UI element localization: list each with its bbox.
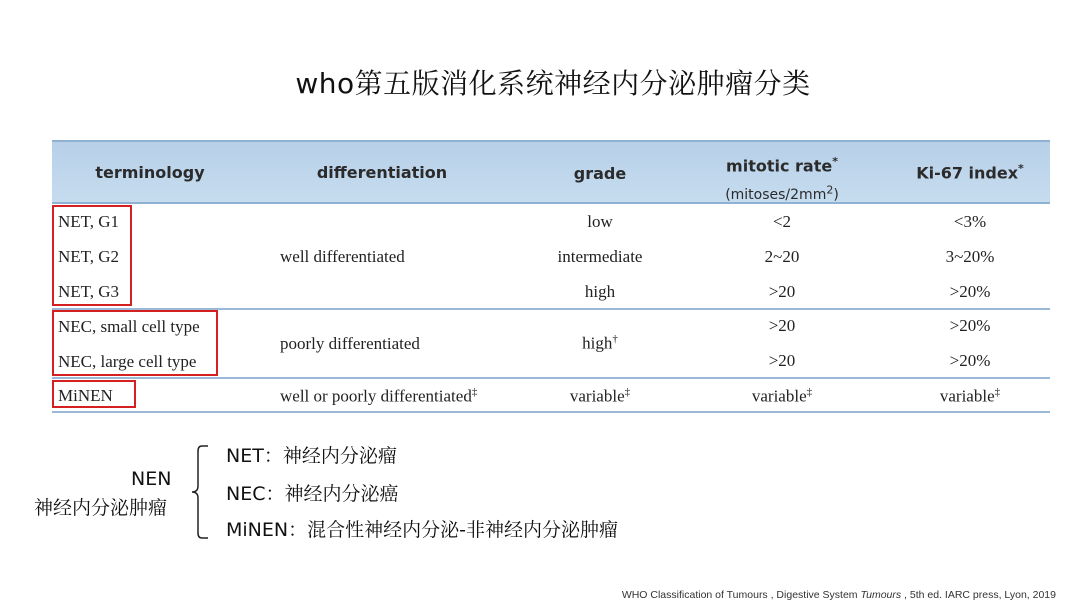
row-nec-small-term: NEC, small cell type [58, 317, 200, 336]
table-bottom-border [52, 411, 1050, 413]
nec-terms-highlight [52, 310, 218, 376]
row-net-g1-ki67: <3% [953, 212, 987, 231]
row-net-g3-grade: high [584, 282, 616, 301]
row-minen-differentiation-mark: ‡ [471, 386, 478, 398]
nec-minen-separator [52, 377, 1050, 379]
row-net-g3-term: NET, G3 [58, 282, 120, 301]
row-minen-grade-label: variable [569, 386, 625, 406]
header-mitotic-line1: mitotic rate [726, 156, 833, 176]
header-ki67-star: * [1018, 162, 1024, 175]
legend-item-minen: MiNEN：混合性神经内分泌-非神经内分泌肿瘤 [226, 519, 618, 541]
row-minen-differentiation-label: well or poorly differentiated [280, 386, 472, 406]
nen-label: NEN [131, 468, 172, 490]
row-net-g3-ki67: >20% [949, 282, 991, 301]
header-mitotic-unit [725, 183, 839, 203]
table-header [52, 140, 1050, 204]
row-minen-mitotic-label: variable [751, 386, 807, 406]
nec-differentiation: poorly differentiated [280, 334, 420, 353]
row-net-g2-ki67: 3~20% [945, 247, 995, 266]
header-mitotic-unit-sup: 2 [826, 183, 834, 197]
row-nec-small-mitotic: >20 [768, 316, 796, 335]
row-net-g1-grade: low [587, 212, 613, 231]
legend-item-nec: NEC：神经内分泌癌 [226, 483, 399, 505]
row-nec-small-ki67: >20% [949, 316, 991, 335]
header-mitotic-rate [692, 150, 872, 207]
row-net-g2-mitotic: 2~20 [764, 247, 800, 266]
header-terminology: terminology [95, 163, 205, 182]
row-net-g2-term: NET, G2 [58, 247, 120, 266]
header-mitotic-star: * [832, 155, 838, 168]
nen-chinese-label: 神经内分泌肿瘤 [34, 497, 168, 519]
row-nec-large-ki67: >20% [949, 351, 991, 370]
net-terms-highlight [52, 205, 132, 306]
row-net-g3-mitotic: >20 [768, 282, 796, 301]
row-minen-differentiation [280, 386, 477, 407]
header-grade: grade [573, 164, 627, 183]
row-minen-grade-mark: ‡ [624, 386, 631, 398]
row-net-g2-grade: intermediate [557, 247, 643, 266]
row-minen-term: MiNEN [58, 386, 113, 405]
row-minen-ki67-mark: ‡ [994, 386, 1001, 398]
reference-citation [622, 589, 1056, 601]
row-minen-grade [540, 386, 660, 407]
header-mitotic-unit-b: ) [833, 186, 839, 203]
nec-grade-label: high [582, 333, 613, 353]
row-nec-large-term: NEC, large cell type [58, 352, 197, 371]
header-ki67-label: Ki-67 index [916, 163, 1019, 183]
header-ki67 [890, 162, 1050, 182]
net-differentiation: well differentiated [280, 247, 405, 266]
row-minen-mitotic [692, 386, 872, 407]
nec-grade-dagger: † [612, 333, 618, 345]
header-mitotic-unit-a: (mitoses/2mm [725, 186, 827, 203]
row-minen-ki67-label: variable [939, 386, 995, 406]
row-net-g1-term: NET, G1 [58, 212, 120, 231]
reference-part2: , 5th ed. IARC press, Lyon, 2019 [901, 589, 1056, 601]
legend-brace [180, 442, 210, 542]
row-nec-large-mitotic: >20 [768, 351, 796, 370]
row-minen-mitotic-mark: ‡ [806, 386, 813, 398]
reference-part1: WHO Classification of Tumours , Digestive System [621, 589, 861, 601]
minen-term-highlight [52, 380, 136, 408]
row-net-g1-mitotic: <2 [772, 212, 792, 231]
nec-grade [540, 333, 660, 354]
row-minen-ki67 [890, 386, 1050, 407]
header-differentiation: differentiation [316, 163, 448, 182]
reference-italic: Tumours [860, 589, 902, 601]
page-title: who第五版消化系统神经内分泌肿瘤分类 [295, 67, 811, 100]
legend-item-net: NET：神经内分泌瘤 [226, 445, 397, 467]
